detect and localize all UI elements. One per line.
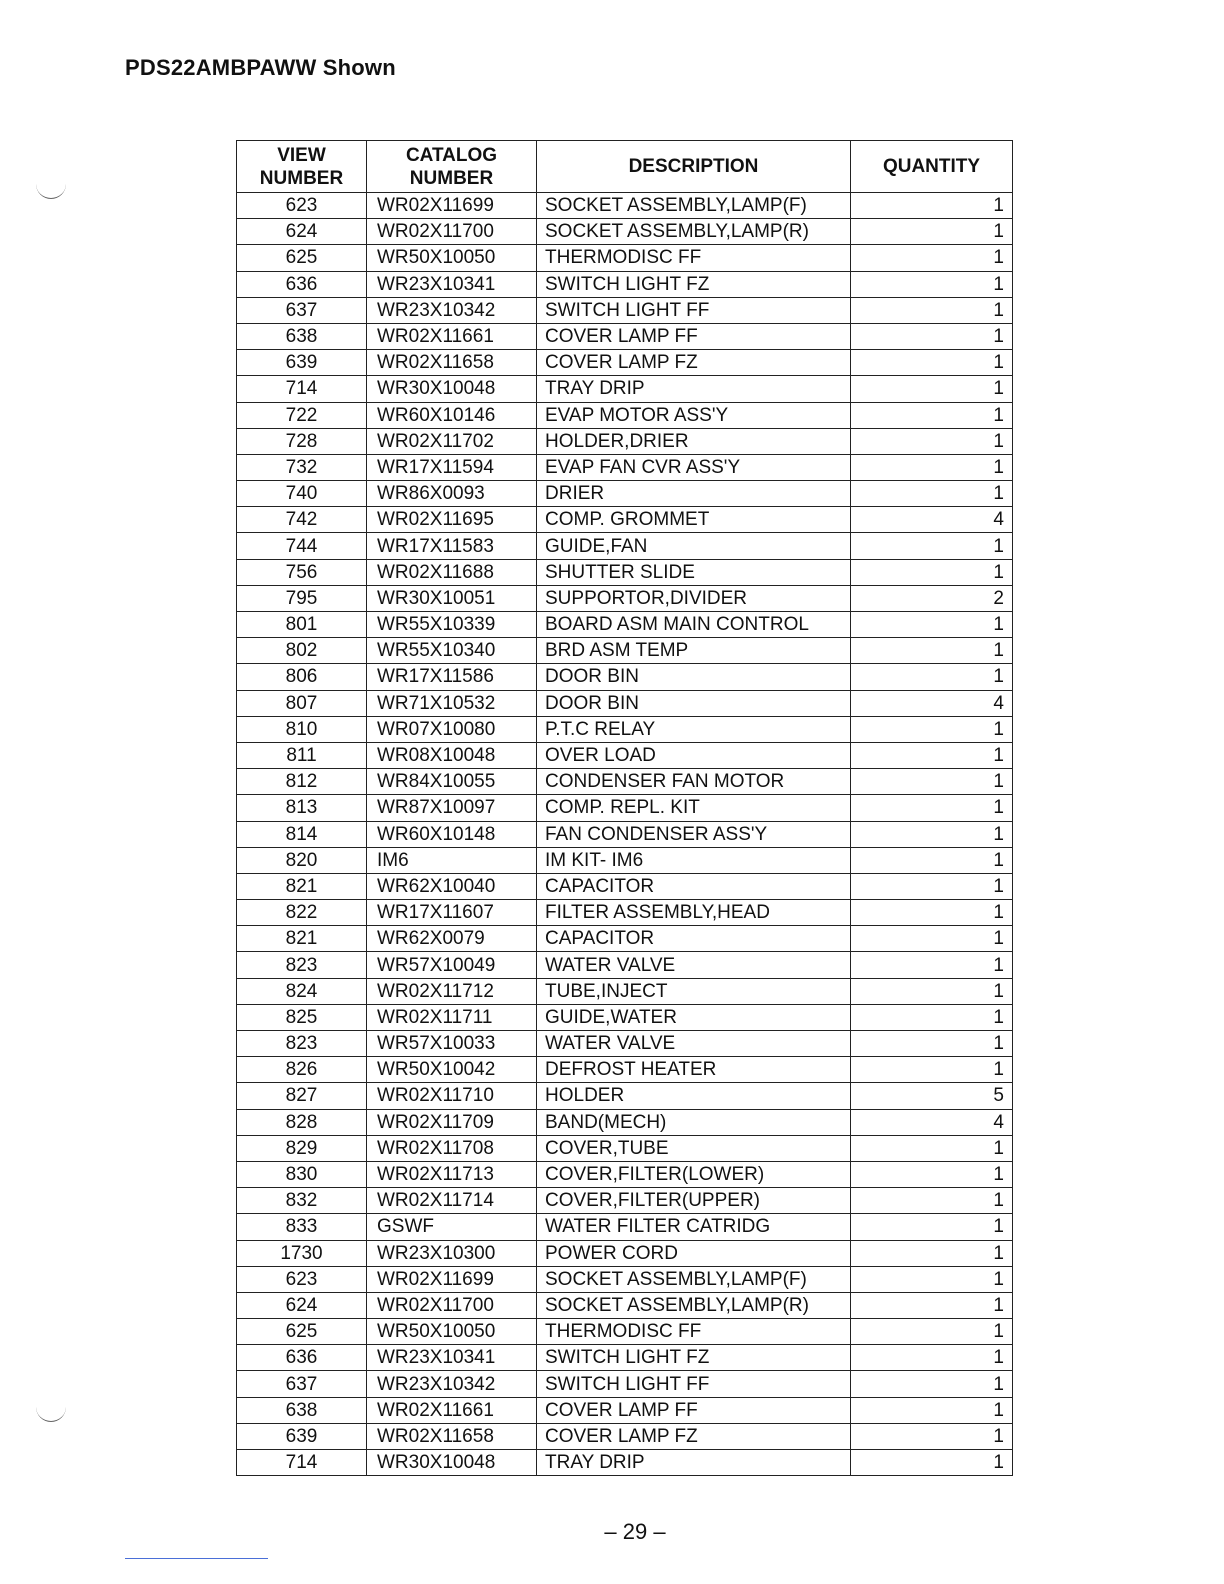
cell-view-number: 828: [237, 1109, 367, 1135]
cell-description: SWITCH LIGHT FF: [537, 1371, 851, 1397]
cell-catalog-number: WR17X11583: [367, 533, 537, 559]
table-row: [237, 690, 1013, 716]
cell-view-number: 829: [237, 1135, 367, 1161]
table-row: [237, 454, 1013, 480]
table-row: [237, 873, 1013, 899]
cell-view-number: 832: [237, 1188, 367, 1214]
cell-view-number: 813: [237, 795, 367, 821]
cell-view-number: 637: [237, 1371, 367, 1397]
cell-description: EVAP FAN CVR ASS'Y: [537, 454, 851, 480]
cell-description: TUBE,INJECT: [537, 978, 851, 1004]
cell-description: DRIER: [537, 481, 851, 507]
table-row: [237, 1004, 1013, 1030]
cell-view-number: 740: [237, 481, 367, 507]
cell-quantity: 1: [851, 1371, 1013, 1397]
table-row: [237, 1031, 1013, 1057]
table-row: [237, 1423, 1013, 1449]
cell-quantity: 1: [851, 376, 1013, 402]
cell-catalog-number: WR55X10340: [367, 638, 537, 664]
cell-view-number: 623: [237, 1266, 367, 1292]
cell-view-number: 820: [237, 847, 367, 873]
table-row: [237, 350, 1013, 376]
table-row: [237, 271, 1013, 297]
cell-view-number: 833: [237, 1214, 367, 1240]
scan-mark: [36, 1395, 66, 1422]
cell-description: BAND(MECH): [537, 1109, 851, 1135]
cell-catalog-number: WR60X10148: [367, 821, 537, 847]
header-view-number: [237, 141, 367, 193]
cell-view-number: 822: [237, 900, 367, 926]
cell-catalog-number: WR02X11688: [367, 559, 537, 585]
cell-catalog-number: WR07X10080: [367, 716, 537, 742]
cell-view-number: 732: [237, 454, 367, 480]
header-quantity: QUANTITY: [851, 141, 1013, 193]
cell-description: SUPPORTOR,DIVIDER: [537, 585, 851, 611]
cell-catalog-number: WR02X11699: [367, 1266, 537, 1292]
cell-description: COVER LAMP FZ: [537, 350, 851, 376]
table-row: [237, 978, 1013, 1004]
table-row: [237, 1397, 1013, 1423]
cell-view-number: 756: [237, 559, 367, 585]
cell-description: IM KIT- IM6: [537, 847, 851, 873]
table-row: [237, 821, 1013, 847]
table-row: [237, 716, 1013, 742]
cell-quantity: 1: [851, 664, 1013, 690]
table-row: [237, 1214, 1013, 1240]
cell-view-number: 636: [237, 271, 367, 297]
cell-description: DOOR BIN: [537, 664, 851, 690]
cell-description: TRAY DRIP: [537, 1450, 851, 1476]
cell-view-number: 1730: [237, 1240, 367, 1266]
table-row: [237, 1083, 1013, 1109]
cell-quantity: 1: [851, 873, 1013, 899]
cell-view-number: 823: [237, 952, 367, 978]
cell-view-number: 742: [237, 507, 367, 533]
cell-catalog-number: WR02X11710: [367, 1083, 537, 1109]
cell-view-number: 638: [237, 323, 367, 349]
cell-description: SWITCH LIGHT FZ: [537, 271, 851, 297]
table-row: [237, 402, 1013, 428]
cell-quantity: 1: [851, 193, 1013, 219]
cell-quantity: 1: [851, 847, 1013, 873]
table-row: [237, 193, 1013, 219]
cell-description: HOLDER,DRIER: [537, 428, 851, 454]
cell-description: COMP. GROMMET: [537, 507, 851, 533]
cell-catalog-number: IM6: [367, 847, 537, 873]
cell-catalog-number: WR02X11661: [367, 323, 537, 349]
cell-catalog-number: WR84X10055: [367, 769, 537, 795]
cell-catalog-number: WR02X11713: [367, 1161, 537, 1187]
cell-catalog-number: WR02X11708: [367, 1135, 537, 1161]
cell-quantity: 1: [851, 1004, 1013, 1030]
cell-view-number: 639: [237, 1423, 367, 1449]
parts-table: [236, 140, 1013, 1476]
cell-description: SWITCH LIGHT FZ: [537, 1345, 851, 1371]
cell-catalog-number: WR50X10042: [367, 1057, 537, 1083]
cell-view-number: 810: [237, 716, 367, 742]
table-row: [237, 1109, 1013, 1135]
cell-catalog-number: WR02X11712: [367, 978, 537, 1004]
cell-view-number: 821: [237, 873, 367, 899]
cell-view-number: 623: [237, 193, 367, 219]
cell-view-number: 637: [237, 297, 367, 323]
cell-quantity: 1: [851, 952, 1013, 978]
cell-view-number: 795: [237, 585, 367, 611]
cell-description: FILTER ASSEMBLY,HEAD: [537, 900, 851, 926]
cell-description: WATER VALVE: [537, 1031, 851, 1057]
table-row: [237, 900, 1013, 926]
cell-catalog-number: WR87X10097: [367, 795, 537, 821]
cell-catalog-number: WR50X10050: [367, 245, 537, 271]
cell-catalog-number: GSWF: [367, 1214, 537, 1240]
table-row: [237, 612, 1013, 638]
cell-quantity: 2: [851, 585, 1013, 611]
cell-view-number: 639: [237, 350, 367, 376]
header-view-line2: NUMBER: [259, 167, 344, 189]
table-header-row: [237, 141, 1013, 193]
cell-description: EVAP MOTOR ASS'Y: [537, 402, 851, 428]
table-row: [237, 1240, 1013, 1266]
cell-quantity: 1: [851, 716, 1013, 742]
table-row: [237, 323, 1013, 349]
cell-description: OVER LOAD: [537, 742, 851, 768]
cell-quantity: 1: [851, 1188, 1013, 1214]
cell-description: GUIDE,WATER: [537, 1004, 851, 1030]
cell-description: FAN CONDENSER ASS'Y: [537, 821, 851, 847]
cell-catalog-number: WR23X10342: [367, 1371, 537, 1397]
cell-catalog-number: WR30X10048: [367, 376, 537, 402]
cell-catalog-number: WR71X10532: [367, 690, 537, 716]
table-row: [237, 297, 1013, 323]
cell-catalog-number: WR02X11700: [367, 1292, 537, 1318]
table-row: [237, 245, 1013, 271]
cell-catalog-number: WR02X11658: [367, 1423, 537, 1449]
cell-view-number: 802: [237, 638, 367, 664]
cell-view-number: 728: [237, 428, 367, 454]
cell-description: SOCKET ASSEMBLY,LAMP(R): [537, 1292, 851, 1318]
page-title: PDS22AMBPAWW Shown: [125, 55, 396, 80]
cell-quantity: 4: [851, 690, 1013, 716]
cell-quantity: 1: [851, 1057, 1013, 1083]
table-row: [237, 1345, 1013, 1371]
cell-view-number: 823: [237, 1031, 367, 1057]
cell-catalog-number: WR62X10040: [367, 873, 537, 899]
cell-view-number: 624: [237, 219, 367, 245]
cell-quantity: 1: [851, 1450, 1013, 1476]
cell-view-number: 714: [237, 376, 367, 402]
table-row: [237, 1188, 1013, 1214]
cell-description: COVER LAMP FF: [537, 1397, 851, 1423]
cell-quantity: 1: [851, 900, 1013, 926]
cell-quantity: 1: [851, 297, 1013, 323]
cell-description: SOCKET ASSEMBLY,LAMP(F): [537, 193, 851, 219]
table-row: [237, 952, 1013, 978]
cell-description: THERMODISC FF: [537, 245, 851, 271]
cell-catalog-number: WR57X10033: [367, 1031, 537, 1057]
cell-view-number: 806: [237, 664, 367, 690]
table-row: [237, 219, 1013, 245]
cell-quantity: 1: [851, 1240, 1013, 1266]
cell-quantity: 1: [851, 612, 1013, 638]
cell-catalog-number: WR02X11661: [367, 1397, 537, 1423]
cell-description: POWER CORD: [537, 1240, 851, 1266]
cell-description: COVER,FILTER(UPPER): [537, 1188, 851, 1214]
cell-quantity: 1: [851, 978, 1013, 1004]
table-row: [237, 507, 1013, 533]
parts-table-body: [237, 193, 1013, 1476]
cell-view-number: 830: [237, 1161, 367, 1187]
table-row: [237, 1292, 1013, 1318]
header-catalog-line1: CATALOG: [405, 144, 498, 166]
cell-description: DEFROST HEATER: [537, 1057, 851, 1083]
cell-description: COVER LAMP FF: [537, 323, 851, 349]
cell-view-number: 825: [237, 1004, 367, 1030]
cell-quantity: 1: [851, 323, 1013, 349]
cell-quantity: 1: [851, 769, 1013, 795]
cell-quantity: 1: [851, 1319, 1013, 1345]
cell-quantity: 1: [851, 1214, 1013, 1240]
cell-view-number: 624: [237, 1292, 367, 1318]
footer-rule: [125, 1558, 268, 1559]
table-row: [237, 1135, 1013, 1161]
header-catalog-number: [367, 141, 537, 193]
table-row: [237, 1450, 1013, 1476]
cell-description: BOARD ASM MAIN CONTROL: [537, 612, 851, 638]
table-row: [237, 926, 1013, 952]
cell-quantity: 1: [851, 219, 1013, 245]
header-view-line1: VIEW: [277, 144, 326, 166]
cell-quantity: 1: [851, 1292, 1013, 1318]
table-row: [237, 1057, 1013, 1083]
cell-quantity: 1: [851, 559, 1013, 585]
cell-catalog-number: WR30X10051: [367, 585, 537, 611]
header-description: DESCRIPTION: [537, 141, 851, 193]
cell-quantity: 5: [851, 1083, 1013, 1109]
cell-catalog-number: WR17X11586: [367, 664, 537, 690]
cell-quantity: 4: [851, 1109, 1013, 1135]
cell-quantity: 1: [851, 245, 1013, 271]
cell-catalog-number: WR62X0079: [367, 926, 537, 952]
table-row: [237, 664, 1013, 690]
cell-view-number: 714: [237, 1450, 367, 1476]
cell-view-number: 625: [237, 245, 367, 271]
cell-description: HOLDER: [537, 1083, 851, 1109]
cell-catalog-number: WR17X11607: [367, 900, 537, 926]
cell-description: DOOR BIN: [537, 690, 851, 716]
cell-description: COVER,FILTER(LOWER): [537, 1161, 851, 1187]
cell-view-number: 638: [237, 1397, 367, 1423]
cell-description: SOCKET ASSEMBLY,LAMP(R): [537, 219, 851, 245]
header-catalog-line2: NUMBER: [409, 167, 494, 189]
cell-quantity: 1: [851, 1161, 1013, 1187]
cell-description: COVER LAMP FZ: [537, 1423, 851, 1449]
cell-description: SOCKET ASSEMBLY,LAMP(F): [537, 1266, 851, 1292]
cell-catalog-number: WR02X11699: [367, 193, 537, 219]
cell-view-number: 636: [237, 1345, 367, 1371]
cell-view-number: 807: [237, 690, 367, 716]
cell-catalog-number: WR02X11702: [367, 428, 537, 454]
cell-catalog-number: WR02X11700: [367, 219, 537, 245]
cell-description: GUIDE,FAN: [537, 533, 851, 559]
table-row: [237, 795, 1013, 821]
table-row: [237, 769, 1013, 795]
cell-catalog-number: WR23X10341: [367, 1345, 537, 1371]
cell-description: SWITCH LIGHT FF: [537, 297, 851, 323]
cell-quantity: 1: [851, 533, 1013, 559]
cell-catalog-number: WR60X10146: [367, 402, 537, 428]
cell-quantity: 1: [851, 1266, 1013, 1292]
cell-quantity: 1: [851, 481, 1013, 507]
cell-quantity: 1: [851, 638, 1013, 664]
cell-quantity: 1: [851, 428, 1013, 454]
table-row: [237, 533, 1013, 559]
cell-description: P.T.C RELAY: [537, 716, 851, 742]
cell-view-number: 722: [237, 402, 367, 428]
cell-quantity: 1: [851, 1135, 1013, 1161]
cell-view-number: 827: [237, 1083, 367, 1109]
table-row: [237, 481, 1013, 507]
cell-view-number: 821: [237, 926, 367, 952]
cell-quantity: 1: [851, 795, 1013, 821]
table-row: [237, 1371, 1013, 1397]
cell-description: WATER VALVE: [537, 952, 851, 978]
cell-view-number: 814: [237, 821, 367, 847]
cell-description: CAPACITOR: [537, 873, 851, 899]
cell-view-number: 625: [237, 1319, 367, 1345]
cell-quantity: 1: [851, 402, 1013, 428]
cell-view-number: 801: [237, 612, 367, 638]
cell-view-number: 744: [237, 533, 367, 559]
cell-quantity: 1: [851, 926, 1013, 952]
cell-catalog-number: WR17X11594: [367, 454, 537, 480]
cell-catalog-number: WR02X11695: [367, 507, 537, 533]
table-row: [237, 376, 1013, 402]
cell-catalog-number: WR02X11658: [367, 350, 537, 376]
cell-description: COMP. REPL. KIT: [537, 795, 851, 821]
cell-catalog-number: WR23X10341: [367, 271, 537, 297]
cell-quantity: 1: [851, 1423, 1013, 1449]
scan-mark: [36, 170, 66, 199]
table-row: [237, 559, 1013, 585]
cell-catalog-number: WR02X11711: [367, 1004, 537, 1030]
cell-catalog-number: WR50X10050: [367, 1319, 537, 1345]
cell-quantity: 1: [851, 821, 1013, 847]
table-row: [237, 847, 1013, 873]
cell-quantity: 1: [851, 271, 1013, 297]
cell-description: BRD ASM TEMP: [537, 638, 851, 664]
cell-description: THERMODISC FF: [537, 1319, 851, 1345]
table-row: [237, 585, 1013, 611]
cell-quantity: 1: [851, 350, 1013, 376]
cell-quantity: 4: [851, 507, 1013, 533]
table-row: [237, 638, 1013, 664]
cell-catalog-number: WR23X10300: [367, 1240, 537, 1266]
cell-description: CAPACITOR: [537, 926, 851, 952]
cell-catalog-number: WR08X10048: [367, 742, 537, 768]
table-row: [237, 1161, 1013, 1187]
page-number: – 29 –: [604, 1519, 666, 1544]
cell-quantity: 1: [851, 454, 1013, 480]
cell-description: COVER,TUBE: [537, 1135, 851, 1161]
table-row: [237, 1266, 1013, 1292]
cell-view-number: 812: [237, 769, 367, 795]
cell-quantity: 1: [851, 1031, 1013, 1057]
cell-catalog-number: WR02X11714: [367, 1188, 537, 1214]
cell-view-number: 824: [237, 978, 367, 1004]
cell-catalog-number: WR23X10342: [367, 297, 537, 323]
table-row: [237, 1319, 1013, 1345]
cell-view-number: 826: [237, 1057, 367, 1083]
cell-description: WATER FILTER CATRIDG: [537, 1214, 851, 1240]
cell-catalog-number: WR86X0093: [367, 481, 537, 507]
cell-catalog-number: WR30X10048: [367, 1450, 537, 1476]
cell-quantity: 1: [851, 1345, 1013, 1371]
cell-catalog-number: WR02X11709: [367, 1109, 537, 1135]
table-row: [237, 742, 1013, 768]
cell-description: SHUTTER SLIDE: [537, 559, 851, 585]
cell-description: TRAY DRIP: [537, 376, 851, 402]
cell-quantity: 1: [851, 1397, 1013, 1423]
cell-catalog-number: WR57X10049: [367, 952, 537, 978]
table-row: [237, 428, 1013, 454]
cell-description: CONDENSER FAN MOTOR: [537, 769, 851, 795]
cell-catalog-number: WR55X10339: [367, 612, 537, 638]
cell-view-number: 811: [237, 742, 367, 768]
cell-quantity: 1: [851, 742, 1013, 768]
